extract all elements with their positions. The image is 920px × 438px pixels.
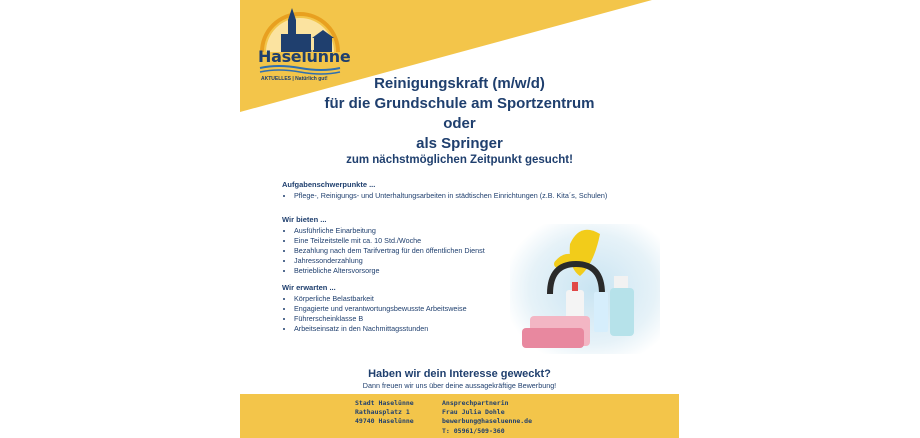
interest-title: Haben wir dein Interesse geweckt? <box>368 368 551 380</box>
list-item: • Engagierte und verantwortungsbewusste Arbeitsweise <box>294 304 652 314</box>
section-title: Wir erwarten ... <box>282 283 336 292</box>
list-item: • Bezahlung nach dem Tarifvertrag für den öffentlichen Dienst <box>294 246 652 256</box>
address-line: Rathausplatz 1 <box>355 408 410 417</box>
contact-footer <box>240 394 679 438</box>
list-item: • Arbeitseinsatz in den Nachmittagsstunden <box>294 324 652 334</box>
contact-block <box>442 399 532 436</box>
headline-start: zum nächstmöglichen Zeitpunkt gesucht! <box>346 154 573 166</box>
address-block <box>355 399 414 427</box>
list-item: • Körperliche Belastbarkeit <box>294 294 652 304</box>
town-logo <box>254 6 351 82</box>
headline-springer: als Springer <box>416 135 503 152</box>
contact-name: Frau Julia Dohle <box>442 408 505 417</box>
list-item: • Pflege-, Reinigungs- und Unterhaltungsarbeiten in städtischen Einrichtungen (z.B. Kita´s, Schulen) <box>294 191 652 201</box>
contact-phone[interactable]: T: 05961/509-360 <box>442 426 505 435</box>
address-line: Stadt Haselünne <box>355 399 414 407</box>
list-item: • Jahressonderzahlung <box>294 256 652 266</box>
section-offer <box>282 215 652 276</box>
list-item: • Ausführliche Einarbeitung <box>294 226 652 236</box>
headline-or: oder <box>443 115 476 132</box>
contact-label: Ansprechpartnerin <box>442 399 509 407</box>
town-skyline-icon <box>254 6 344 82</box>
section-expect <box>282 283 652 334</box>
headline-title: Reinigungskraft (m/w/d) <box>374 75 545 92</box>
list-item: • Führerscheinklasse B <box>294 314 652 324</box>
address-line: 49740 Haselünne <box>355 417 414 426</box>
headline-school: für die Grundschule am Sportzentrum <box>324 95 595 112</box>
section-title: Wir bieten ... <box>282 215 327 224</box>
logo-tagline: AKTUELLES | Natürlich gut! <box>261 76 328 82</box>
logo-wordmark: Haselünne <box>258 47 351 66</box>
section-title: Aufgabenschwerpunkte ... <box>282 180 376 189</box>
list-item: • Betriebliche Altersvorsorge <box>294 266 652 276</box>
interest-subtitle: Dann freuen wir uns über deine aussagekräftige Bewerbung! <box>362 381 557 390</box>
list-item: • Eine Teilzeitstelle mit ca. 10 Std./Woche <box>294 236 652 246</box>
job-poster <box>240 0 679 438</box>
contact-email[interactable]: bewerbung@haseluenne.de <box>442 417 533 426</box>
section-tasks <box>282 180 652 201</box>
